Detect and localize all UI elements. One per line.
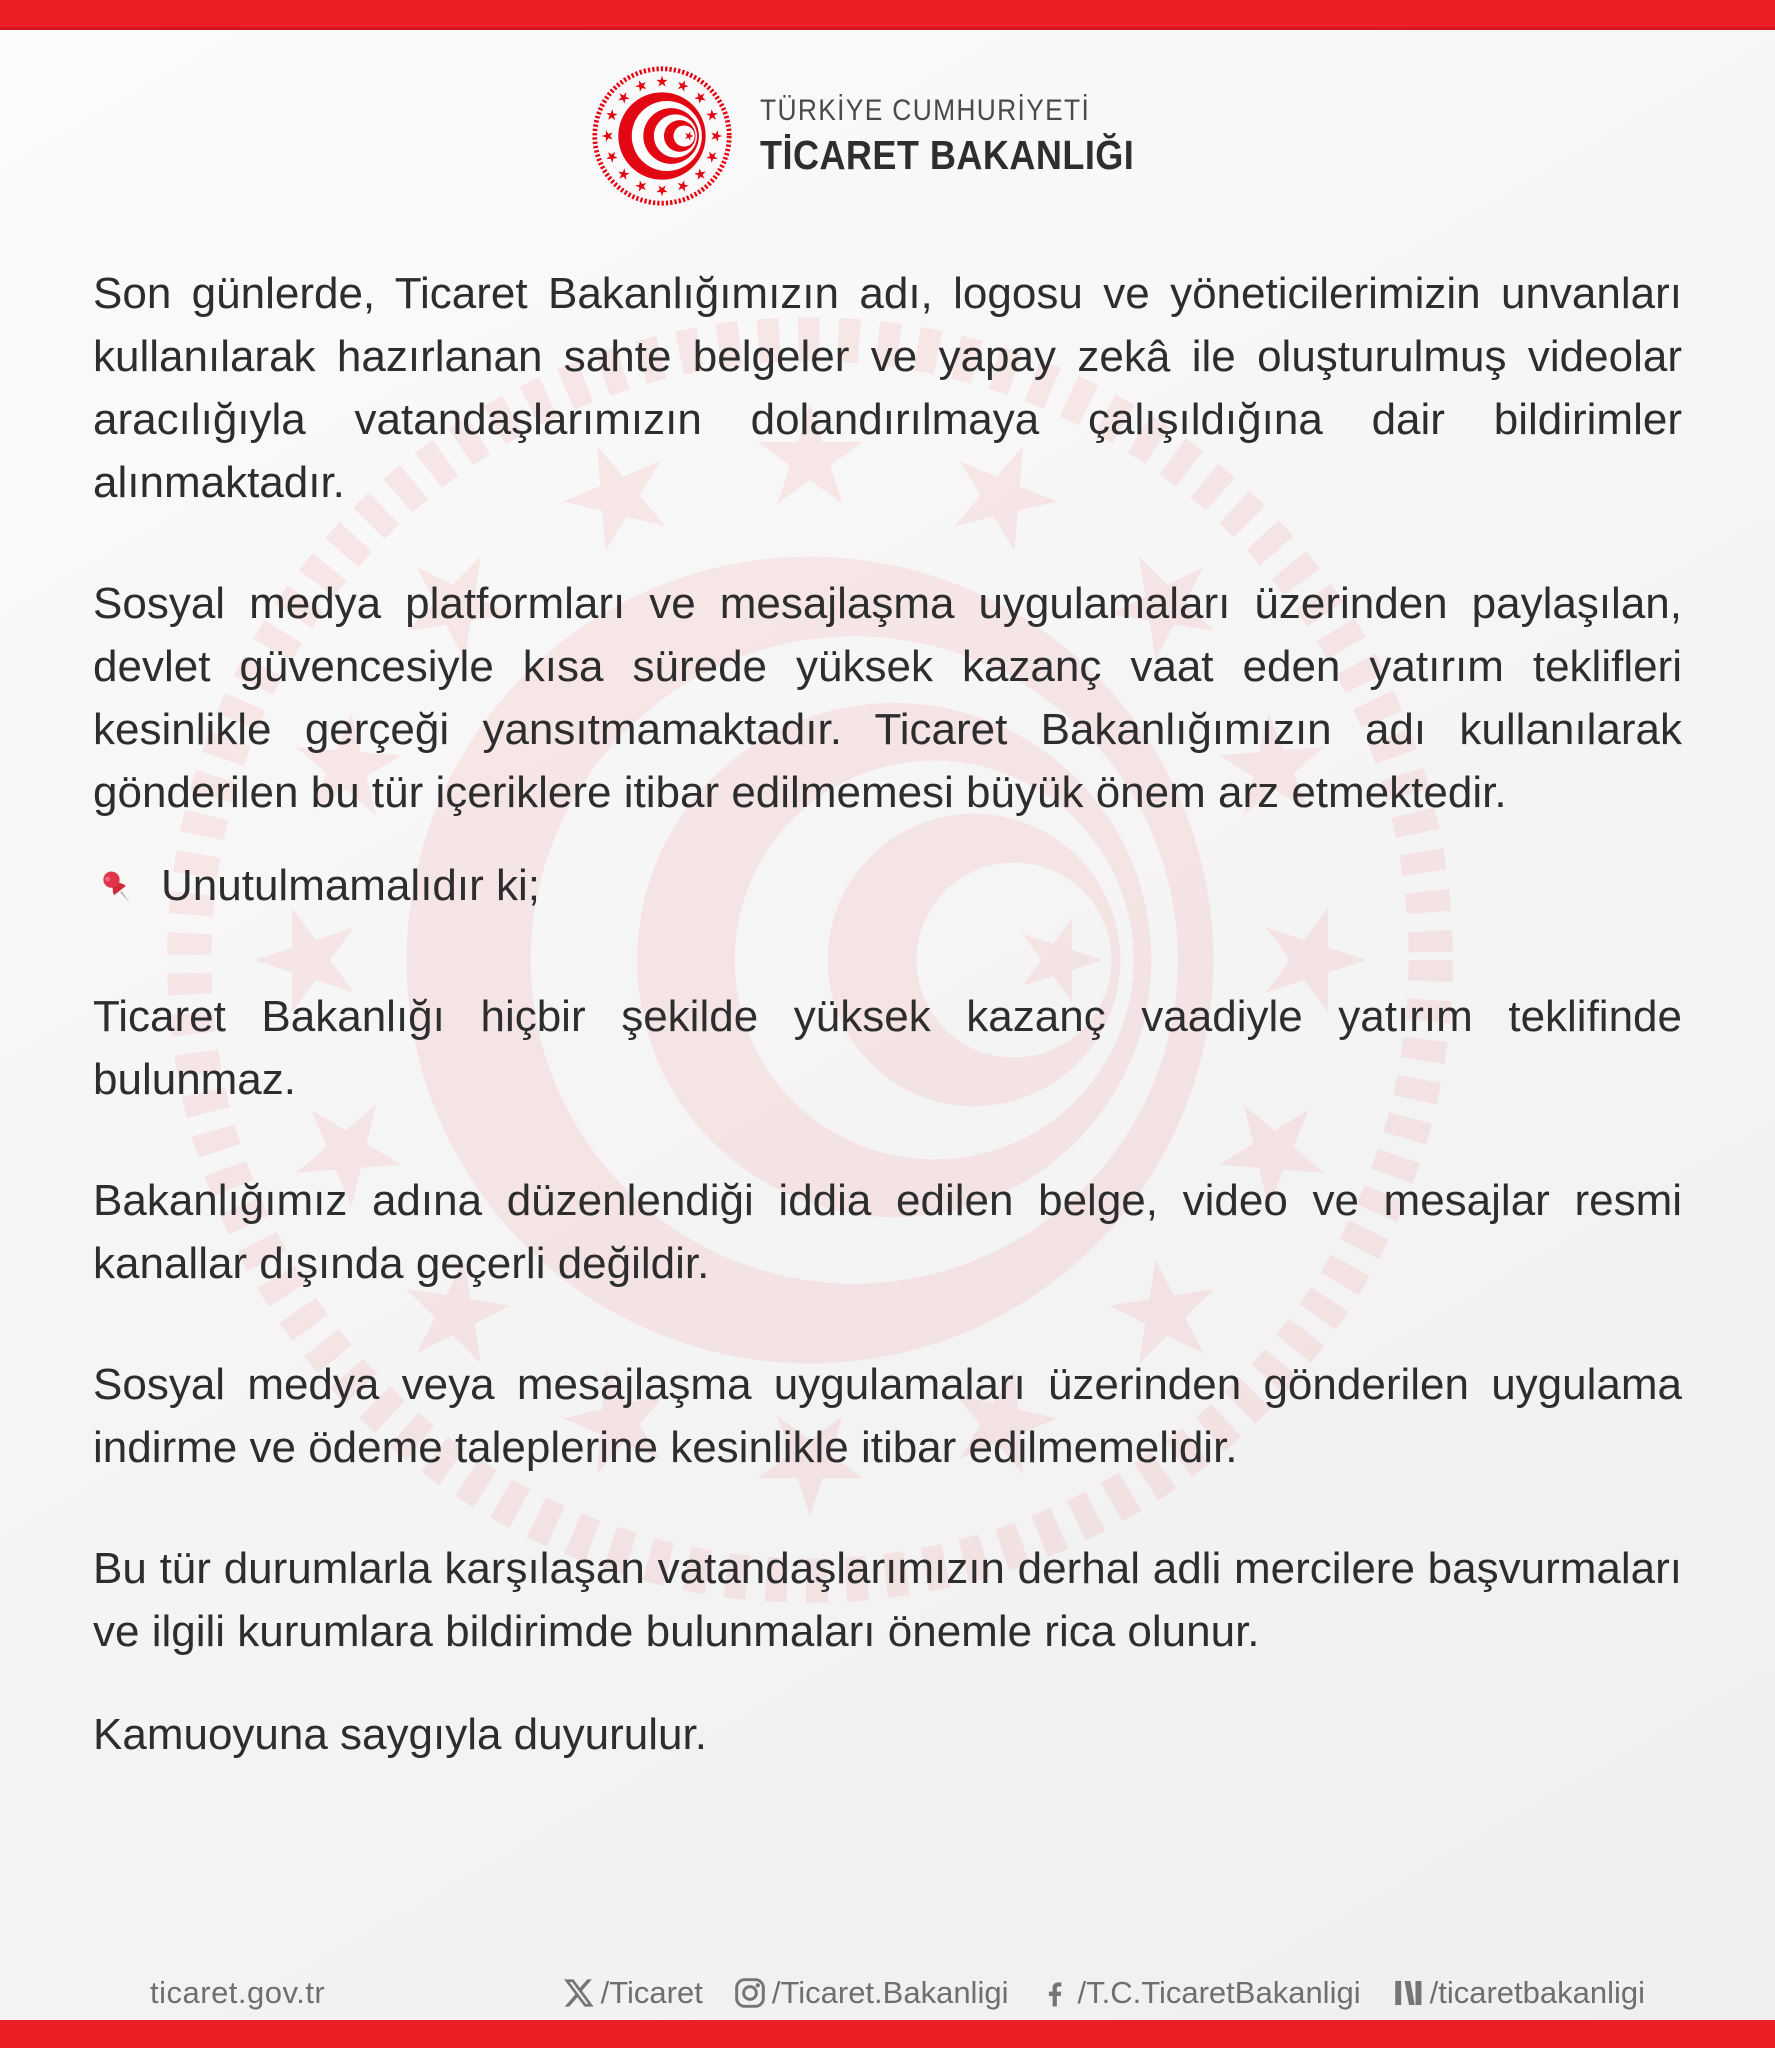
bottom-red-bar <box>0 2020 1775 2048</box>
social-handle: /Ticaret <box>600 1975 703 2010</box>
x-logo-icon <box>562 1976 596 2010</box>
intro-paragraph: Sosyal medya platformları ve mesajlaşma uygulamaları üzerinden paylaşılan, devlet güvencesiyle kısa sürede yüksek kazanç vaat eden yatırım teklifleri kesinlikle gerçeği yansıtmamaktadır. Ticaret Bakanlığımızın adı kullanılarak gönderilen bu tür içeriklere itibar edilmemesi büyük önem arz etmektedir. <box>93 579 1682 817</box>
pushpin-icon <box>93 860 145 912</box>
reminder-label: Unutulmamalıdır ki; <box>161 861 541 910</box>
social-link-x[interactable] <box>562 1975 703 2011</box>
reminder-point: Bu tür durumlarla karşılaşan vatandaşlarımızın derhal adli mercilere başvurmaları ve ilgili kurumlara bildirimde bulunmaları önemle rica olunur. <box>93 1544 1682 1656</box>
ministry-name-line2: TİCARET BAKANLIĞI <box>759 131 1135 178</box>
social-handle: /Ticaret.Bakanligi <box>771 1975 1009 2010</box>
instagram-icon <box>733 1976 767 2010</box>
facebook-icon <box>1038 1976 1072 2010</box>
social-links <box>562 1975 1645 2011</box>
reminder-point: Bakanlığımız adına düzenlendiği iddia edilen belge, video ve mesajlar resmi kanallar dışında geçerli değildir. <box>93 1176 1682 1288</box>
top-red-bar <box>0 0 1775 30</box>
ministry-emblem-icon <box>590 64 734 208</box>
closing-line: Kamuoyuna saygıyla duyurulur. <box>93 1710 707 1759</box>
website-link[interactable]: ticaret.gov.tr <box>150 1975 326 2010</box>
reminder-heading <box>93 854 1682 917</box>
nsosyal-icon <box>1391 1976 1425 2010</box>
ministry-header <box>0 64 1775 208</box>
social-handle: /T.C.TicaretBakanligi <box>1077 1975 1361 2010</box>
intro-paragraph: Son günlerde, Ticaret Bakanlığımızın adı, logosu ve yöneticilerimizin unvanları kullanılarak hazırlanan sahte belgeler ve yapay zekâ ile oluşturulmuş videolar aracılığıyla vatandaşlarımızın dolandırılmaya çalışıldığına dair bildirimler alınmaktadır. <box>93 269 1682 507</box>
ministry-name <box>760 94 1134 179</box>
social-link-instagram[interactable] <box>733 1975 1009 2011</box>
ministry-name-line1: TÜRKİYE CUMHURİYETİ <box>759 93 1091 127</box>
social-handle: /ticaretbakanligi <box>1429 1975 1645 2010</box>
social-link-facebook[interactable] <box>1038 1975 1360 2011</box>
announcement-body <box>93 262 1682 1766</box>
social-link-nsosyal[interactable] <box>1391 1975 1645 2011</box>
reminder-point: Ticaret Bakanlığı hiçbir şekilde yüksek kazanç vaadiyle yatırım teklifinde bulunmaz. <box>93 992 1682 1104</box>
reminder-point: Sosyal medya veya mesajlaşma uygulamaları üzerinden gönderilen uygulama indirme ve ödeme taleplerine kesinlikle itibar edilmemelidir. <box>93 1360 1682 1472</box>
footer <box>150 1972 1645 2014</box>
